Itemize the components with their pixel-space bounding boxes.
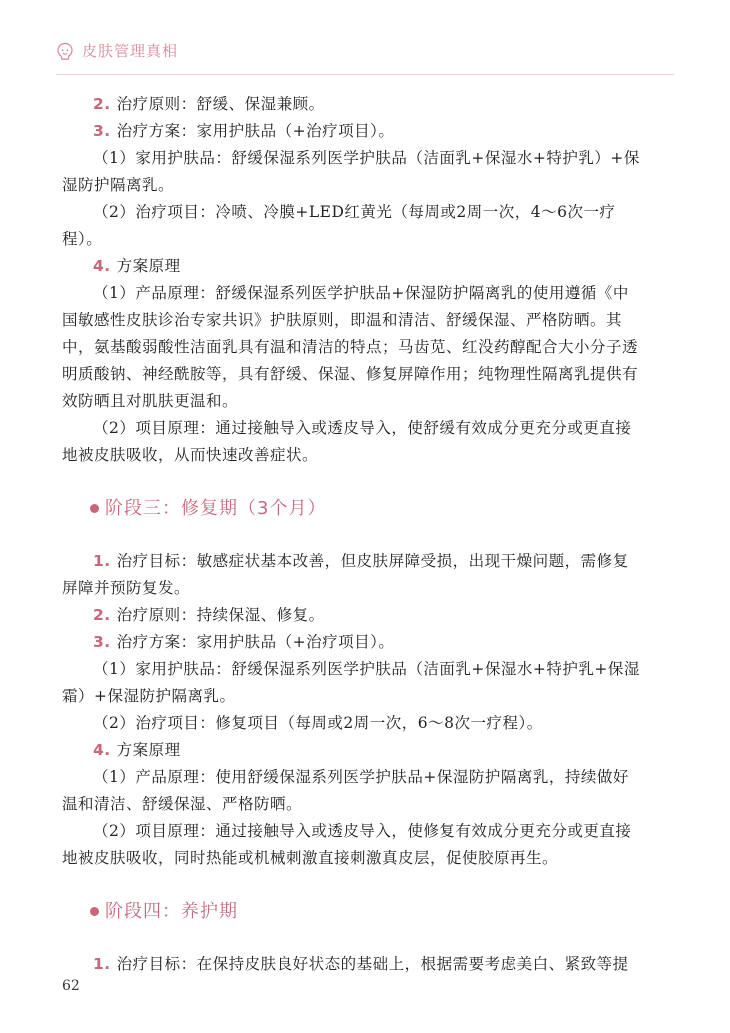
- book-title: 皮肤管理真相: [82, 42, 179, 60]
- paragraph-text: （2）项目原理：通过接触导入或透皮导入，使修复有效成分更充分或更直接地被皮肤吸收，同时热能或机械刺激直接刺激真皮层，促使胶原再生。: [62, 822, 632, 867]
- paragraph: [62, 656, 640, 710]
- item-number: 3.: [93, 122, 117, 140]
- paragraph: [62, 764, 640, 818]
- paragraph: [62, 818, 640, 872]
- item-number: 2.: [93, 606, 117, 624]
- paragraph-text: 治疗原则：持续保湿、修复。: [116, 606, 325, 624]
- bullet-dot-icon: [90, 907, 99, 916]
- item-number: 3.: [93, 633, 117, 651]
- item-number: 1.: [93, 552, 117, 570]
- paragraph-text: 方案原理: [116, 741, 181, 759]
- numbered-item: [62, 602, 640, 629]
- section-heading: [90, 898, 640, 925]
- paragraph-text: 治疗目标：在保持皮肤良好状态的基础上，根据需要考虑美白、紧致等提: [116, 955, 629, 973]
- item-number: 1.: [93, 955, 117, 973]
- page-body: [62, 91, 640, 978]
- page-number: 62: [62, 978, 80, 994]
- item-number: 4.: [93, 257, 117, 275]
- paragraph-text: 治疗方案：家用护肤品（+治疗项目）。: [116, 633, 395, 651]
- section-heading-text: 阶段四：养护期: [105, 901, 238, 922]
- paragraph-text: 治疗方案：家用护肤品（+治疗项目）。: [116, 122, 395, 140]
- paragraph-text: （2）治疗项目：冷喷、冷膜+LED红黄光（每周或2周一次，4～6次一疗程）。: [62, 203, 616, 248]
- numbered-item: [62, 737, 640, 764]
- paragraph-text: （2）项目原理：通过接触导入或透皮导入，使舒缓有效成分更充分或更直接地被皮肤吸收，从而快速改善症状。: [62, 419, 632, 464]
- header-divider: [56, 74, 674, 75]
- paragraph-text: 治疗目标：敏感症状基本改善，但皮肤屏障受损，出现干燥问题，需修复屏障并预防复发。: [62, 552, 629, 597]
- numbered-item: [62, 548, 640, 602]
- running-header: [56, 40, 178, 61]
- paragraph-text: （1）家用护肤品：舒缓保湿系列医学护肤品（洁面乳+保湿水+特护乳+保湿霜）+保湿防护隔离乳。: [62, 660, 640, 705]
- paragraph: [62, 710, 640, 737]
- paragraph-text: （2）治疗项目：修复项目（每周或2周一次，6～8次一疗程）。: [93, 714, 543, 732]
- item-number: 4.: [93, 741, 117, 759]
- paragraph: [62, 415, 640, 469]
- paragraph-text: 治疗原则：舒缓、保湿兼顾。: [116, 95, 325, 113]
- section-heading-text: 阶段三：修复期（3个月）: [105, 498, 327, 519]
- numbered-item: [62, 629, 640, 656]
- item-number: 2.: [93, 95, 117, 113]
- paragraph-text: （1）家用护肤品：舒缓保湿系列医学护肤品（洁面乳+保湿水+特护乳）+保湿防护隔离乳。: [62, 149, 640, 194]
- paragraph: [62, 199, 640, 253]
- paragraph-text: （1）产品原理：使用舒缓保湿系列医学护肤品+保湿防护隔离乳，持续做好温和清洁、舒缓保湿、严格防晒。: [62, 768, 629, 813]
- paragraph: [62, 280, 640, 415]
- paragraph-text: 方案原理: [116, 257, 181, 275]
- paragraph-text: （1）产品原理：舒缓保湿系列医学护肤品+保湿防护隔离乳的使用遵循《中国敏感性皮肤诊治专家共识》护肤原则，即温和清洁、舒缓保湿、严格防晒。其中，氨基酸弱酸性洁面乳具有温和清洁的特点；马齿苋、红没药醇配合大小分子透明质酸钠、神经酰胺等，具有舒缓、保湿、修复屏障作用；纯物理性隔离乳提供有效防晒且对肌肤更温和。: [62, 284, 639, 410]
- numbered-item: [62, 118, 640, 145]
- numbered-item: [62, 91, 640, 118]
- paragraph: [62, 145, 640, 199]
- bullet-dot-icon: [90, 504, 99, 513]
- face-icon: [56, 42, 74, 60]
- numbered-item: [62, 951, 640, 978]
- section-heading: [90, 495, 640, 522]
- numbered-item: [62, 253, 640, 280]
